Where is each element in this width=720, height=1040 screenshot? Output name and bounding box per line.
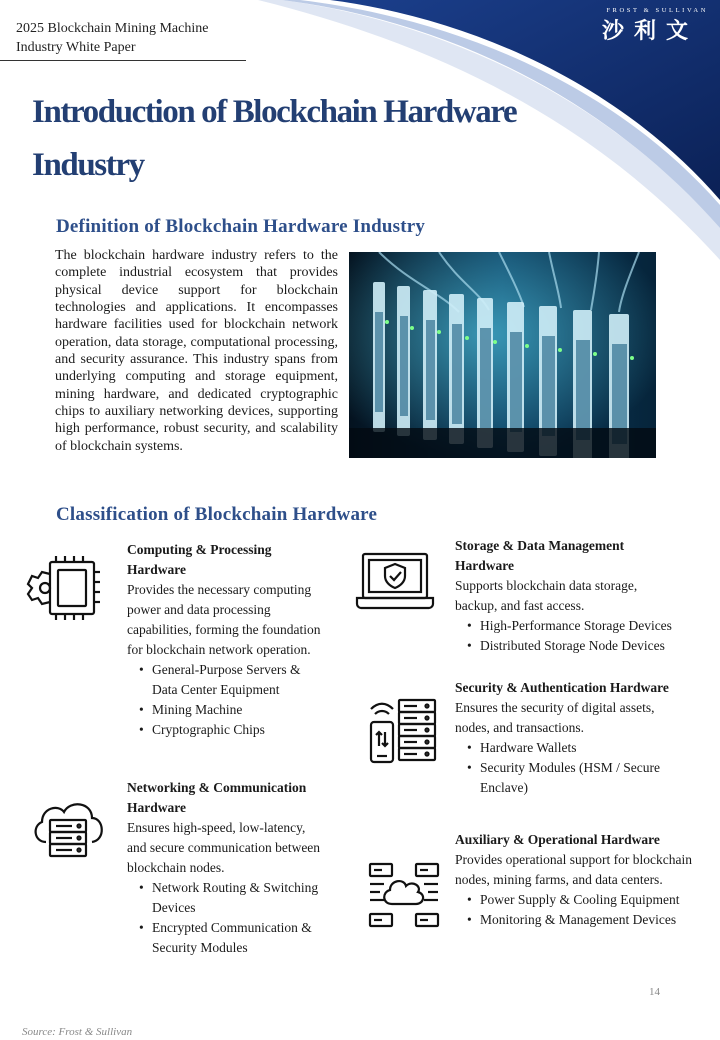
header-doc-title-line1: 2025 Blockchain Mining Machine (16, 21, 209, 36)
brand-logo-english: FROST & SULLIVAN (606, 7, 708, 14)
header-doc-title-line2: Industry White Paper (16, 40, 136, 55)
auxiliary-desc: Provides operational support for blockchain nodes, mining farms, and data centers. (455, 852, 692, 887)
security-category (455, 678, 710, 798)
auxiliary-title: Auxiliary & Operational Hardware (455, 832, 660, 847)
list-item: • Hardware Wallets (480, 738, 710, 758)
networking-list (127, 878, 342, 958)
list-item: • High-Performance Storage Devices (480, 616, 710, 636)
definition-text: The blockchain hardware industry refers to the complete industrial ecosystem that provides physical device support for blockchain technologies and applications. It encompasses hardware facilities used for blockchain network operation, data storage, computational processing, and security assurance. This industry spans from underlying computing and storage equipment, mining hardware, and dedicated cryptographic chips to auxiliary networking devices, supporting high performance, robust security, and scalability of blockchain systems. (55, 248, 338, 454)
page-number: 14 (649, 986, 660, 998)
storage-title: Storage & Data Management Hardware (455, 538, 625, 573)
list-item: • Network Routing & Switching Devices (152, 878, 337, 918)
auxiliary-list (455, 890, 710, 930)
page-title: Introduction of Blockchain Hardware Industry (32, 94, 517, 183)
security-desc: Ensures the security of digital assets, nodes, and transactions. (455, 700, 655, 735)
computing-title: Computing & Processing Hardware (127, 542, 272, 577)
cpu-gear-icon (22, 552, 104, 624)
computing-category (127, 540, 342, 740)
list-item: • Mining Machine (152, 700, 342, 720)
list-item: • Cryptographic Chips (152, 720, 342, 740)
security-title: Security & Authentication Hardware (455, 680, 669, 695)
laptop-shield-icon (355, 550, 435, 612)
storage-desc: Supports blockchain data storage, backup, and fast access. (455, 578, 638, 613)
networking-title: Networking & Communication Hardware (127, 780, 307, 815)
list-item: • General-Purpose Servers & Data Center Equipment (152, 660, 327, 700)
networking-desc: Ensures high-speed, low-latency, and secure communication between blockchain nodes. (127, 820, 321, 875)
auxiliary-category (455, 830, 710, 930)
computing-desc: Provides the necessary computing power and data processing capabilities, forming the foundation for blockchain network operation. (127, 582, 321, 657)
cloud-network-icon (368, 860, 440, 930)
list-item: • Distributed Storage Node Devices (480, 636, 710, 656)
security-list (455, 738, 710, 798)
storage-category (455, 536, 710, 656)
brand-logo-chinese: 沙利文 (601, 19, 698, 44)
list-item: • Security Modules (HSM / Secure Enclave) (480, 758, 690, 798)
computing-list (127, 660, 342, 740)
classification-heading: Classification of Blockchain Hardware (56, 504, 378, 525)
header-divider (0, 60, 246, 61)
phone-server-icon (367, 696, 439, 766)
server-rack-image (349, 252, 656, 458)
list-item: • Power Supply & Cooling Equipment (480, 890, 710, 910)
networking-category (127, 778, 342, 958)
storage-list (455, 616, 710, 656)
source-note: Source: Frost & Sullivan (22, 1026, 133, 1038)
definition-heading: Definition of Blockchain Hardware Industry (56, 216, 426, 237)
list-item: • Encrypted Communication & Security Modules (152, 918, 337, 958)
cloud-server-icon (30, 796, 106, 864)
list-item: • Monitoring & Management Devices (480, 910, 710, 930)
